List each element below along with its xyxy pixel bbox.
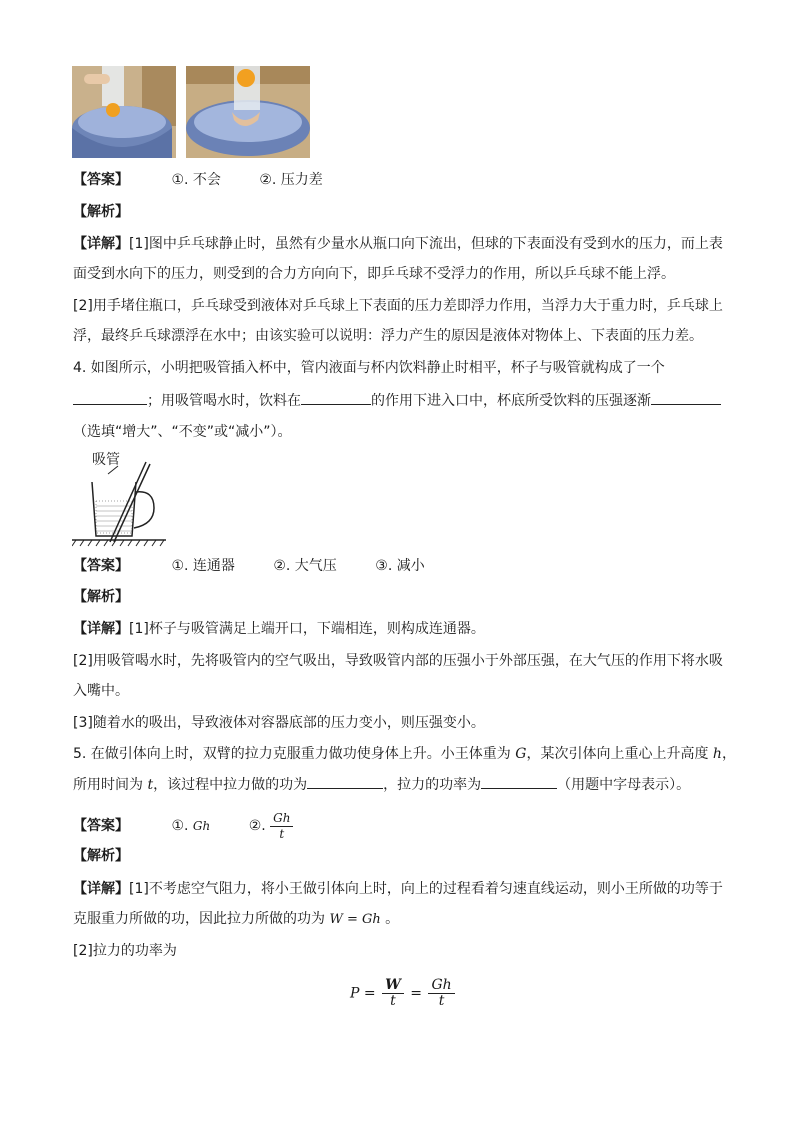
formula-t: t [390,993,396,1009]
question-5-stem: ， [721,746,736,762]
formula-W: W [382,978,404,994]
answer-option-1-prefix: ①. [171,818,193,834]
detail-text: [1]图中乒乓球静止时，虽然有少量水从瓶口向下流出，但球的下表面没有受到水的压力，而上表 [129,236,723,252]
symbol-t: t [147,777,154,793]
question-5-stem: （用题中字母表示）。 [557,777,691,793]
question-5-stem: ，拉力的功率为 [383,777,482,793]
detail-text: [2]用手堵住瓶口，乒乓球受到液体对乒乓球上下表面的压力差即浮力作用，当浮力大于重力时，乒乓球上 [73,298,723,314]
symbol-G: G [515,746,527,762]
formula-Gh: Gh [428,978,454,994]
work-formula: W = Gh [329,912,381,927]
detail-text: [2]拉力的功率为 [73,943,177,959]
detail-text: 克服重力所做的功，因此拉力所做的功为 [73,911,330,927]
formula-equals: = [410,985,422,1002]
question-4-stem: （选填“增大”、“不变”或“减小”）。 [73,424,292,440]
answer-option-2-prefix: ②. [248,818,271,834]
straw-label: 吸管 [92,452,120,468]
photo-bottle-ball-left [72,66,176,158]
detail-label: 【详解】 [73,881,129,897]
detail-text: 面受到水向下的压力，则受到的合力方向向下，即乒乓球不受浮力的作用，所以乒乓球不能上浮。 [73,266,675,282]
answer-label: 【答案】 [73,818,129,834]
detail-text: 。 [380,911,400,927]
answer-option-2-fraction [270,811,293,842]
question-4-stem: 的作用下进入口中，杯底所受饮料的压强逐渐 [371,393,651,409]
question-4-stem: ；用吸管喝水时，饮料在 [147,393,301,409]
detail-text: [1]杯子与吸管满足上端开口，下端相连，则构成连通器。 [129,621,485,637]
detail-text: 入嘴中。 [73,683,129,699]
formula-P: P = [350,985,376,1002]
answer-option-2: ②. 压力差 [259,172,323,188]
detail-text: 浮，最终乒乓球漂浮在水中；由该实验可以说明：浮力产生的原因是液体对物体上、下表面的压力差。 [73,328,703,344]
answer-option-1: Gh [192,819,211,833]
question-5-stem: 所用时间为 [73,777,148,793]
detail-text: [3]随着水的吸出，导致液体对容器底部的压力变小，则压强变小。 [73,715,485,731]
formula-t: t [438,993,445,1009]
fraction-numerator: Gh [270,811,293,827]
detail-label: 【详解】 [73,236,129,252]
formula-Gh-over-t [428,978,454,1009]
fill-blank [651,390,721,405]
answer-option-1: ①. 不会 [171,172,221,188]
question-5-stem: ，某次引体向上重心上升高度 [526,746,713,762]
detail-text: [1]不考虑空气阻力，将小王做引体向上时，向上的过程看着匀速直线运动，则小王所做的功等于 [129,881,723,897]
photo-bottle-ball-right [186,66,310,158]
fill-blank [307,774,383,789]
answer-option-3: ③. 减小 [375,558,425,574]
answer-label: 【答案】 [73,558,129,574]
detail-label: 【详解】 [73,621,129,637]
fill-blank [301,390,371,405]
fill-blank [73,390,147,405]
question-5-stem: ，该过程中拉力做的功为 [153,777,308,793]
analysis-label: 【解析】 [73,848,129,864]
question-5-stem: 5. 在做引体向上时，双臂的拉力克服重力做功使身体上升。小王体重为 [73,746,516,762]
detail-text: [2]用吸管喝水时，先将吸管内的空气吸出，导致吸管内部的压强小于外部压强，在大气压的作用下将水吸 [73,653,723,669]
answer-option-1: ①. 连通器 [171,558,235,574]
analysis-label: 【解析】 [73,204,129,220]
analysis-label: 【解析】 [73,589,129,605]
fraction-denominator: t [279,826,285,841]
power-formula [350,978,455,1009]
formula-W-over-t [382,978,404,1009]
question-4-stem: 4. 如图所示，小明把吸管插入杯中，管内液面与杯内饮料静止时相平，杯子与吸管就构成了一个 [73,360,665,376]
cup-straw-diagram [72,456,166,548]
answer-option-2: ②. 大气压 [273,558,337,574]
symbol-h: h [712,746,722,762]
fill-blank [481,774,557,789]
answer-label: 【答案】 [73,172,129,188]
